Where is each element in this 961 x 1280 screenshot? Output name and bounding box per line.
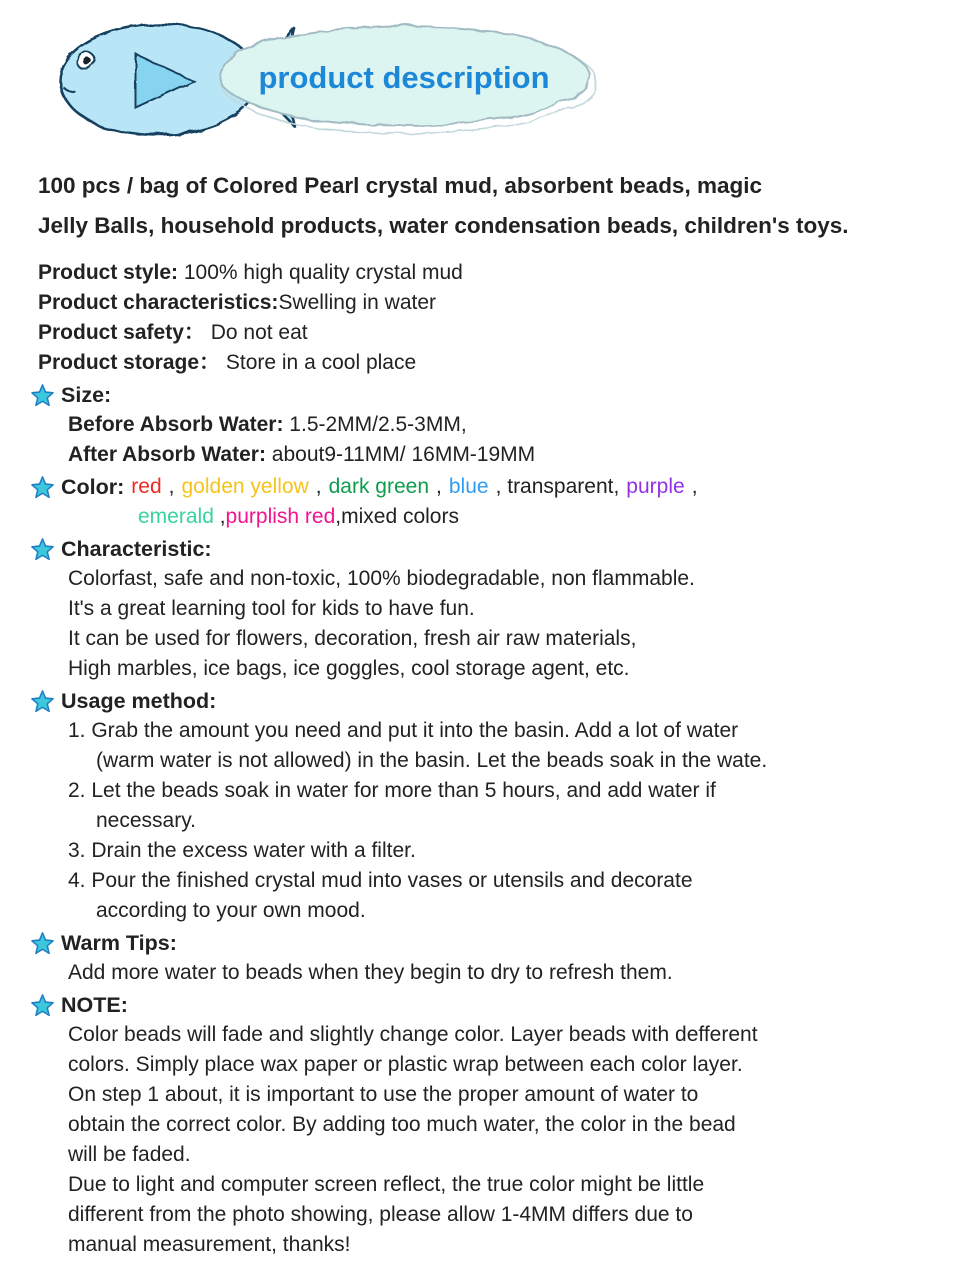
characteristic-line: It's a great learning tool for kids to have fun. bbox=[68, 597, 475, 620]
color-word: emerald bbox=[138, 505, 220, 528]
section-characteristic bbox=[38, 534, 935, 684]
section-usage-method bbox=[38, 686, 935, 926]
size-row bbox=[68, 440, 935, 470]
section-heading: Warm Tips: bbox=[61, 931, 177, 955]
section-heading: Usage method: bbox=[61, 689, 217, 713]
size-label: Before Absorb Water: bbox=[68, 413, 284, 436]
color-separator: , bbox=[436, 475, 442, 498]
color-word: purple bbox=[626, 475, 685, 498]
property-label: Product storage： bbox=[38, 351, 221, 374]
size-row bbox=[68, 410, 935, 440]
color-word: dark green bbox=[328, 475, 430, 498]
color-separator: , bbox=[219, 505, 226, 528]
color-separator: , bbox=[168, 475, 175, 498]
size-value: 1.5-2MM/2.5-3MM, bbox=[283, 413, 467, 436]
property-value: Do not eat bbox=[204, 321, 308, 344]
color-word: blue bbox=[448, 475, 489, 498]
usage-step: 4. Pour the finished crystal mud into vases or utensils and decorate bbox=[68, 869, 693, 892]
section-heading: Size: bbox=[61, 383, 112, 407]
property-row bbox=[38, 348, 935, 378]
usage-step-continuation: according to your own mood. bbox=[96, 899, 366, 922]
property-row bbox=[38, 288, 935, 318]
property-label: Product safety： bbox=[38, 321, 205, 344]
note-line: Due to light and computer screen reflect, the true color might be little bbox=[68, 1173, 705, 1196]
section-note bbox=[38, 990, 935, 1260]
star-icon bbox=[31, 932, 54, 955]
note-line: Color beads will fade and slightly change color. Layer beads with defferent bbox=[68, 1023, 758, 1046]
color-word: golden yellow bbox=[181, 475, 309, 498]
note-line: different from the photo showing, please allow 1-4MM differs due to bbox=[68, 1203, 693, 1226]
intro-line-1: 100 pcs / bag of Colored Pearl crystal mud, absorbent beads, magic bbox=[38, 173, 762, 198]
usage-step: 1. Grab the amount you need and put it into the basin. Add a lot of water bbox=[68, 719, 739, 742]
color-word: red bbox=[131, 475, 162, 498]
header-banner bbox=[24, 0, 935, 152]
banner-title: product description bbox=[258, 60, 550, 95]
property-label: Product style: bbox=[38, 261, 179, 284]
usage-step: 2. Let the beads soak in water for more than 5 hours, and add water if bbox=[68, 779, 716, 802]
product-properties bbox=[38, 258, 935, 378]
intro-line-2: Jelly Balls, household products, water condensation beads, children's toys. bbox=[38, 213, 849, 238]
section-size bbox=[38, 380, 935, 470]
note-line: obtain the correct color. By adding too much water, the color in the bead bbox=[68, 1113, 736, 1136]
characteristic-line: High marbles, ice bags, ice goggles, cool storage agent, etc. bbox=[68, 657, 630, 680]
note-line: manual measurement, thanks! bbox=[68, 1233, 351, 1256]
characteristic-line: Colorfast, safe and non-toxic, 100% biodegradable, non flammable. bbox=[68, 567, 695, 590]
star-icon bbox=[31, 690, 54, 713]
note-line: colors. Simply place wax paper or plastic wrap between each color layer. bbox=[68, 1053, 743, 1076]
color-line-2 bbox=[68, 502, 935, 532]
property-label: Product characteristics: bbox=[38, 291, 279, 314]
color-separator: , bbox=[315, 475, 322, 498]
star-icon bbox=[31, 476, 54, 499]
property-row bbox=[38, 318, 935, 348]
section-heading: NOTE: bbox=[61, 993, 128, 1017]
cloud-banner bbox=[219, 26, 596, 134]
section-heading: Color: bbox=[61, 475, 125, 499]
color-word: purplish red bbox=[225, 505, 336, 528]
property-value: Swelling in water bbox=[278, 291, 437, 314]
usage-step: 3. Drain the excess water with a filter. bbox=[68, 839, 416, 862]
color-separator: , bbox=[691, 475, 698, 498]
property-row bbox=[38, 258, 935, 288]
note-line: On step 1 about, it is important to use the proper amount of water to bbox=[68, 1083, 699, 1106]
section-color bbox=[38, 472, 935, 532]
color-separator: ,mixed colors bbox=[335, 505, 459, 528]
size-label: After Absorb Water: bbox=[68, 443, 266, 466]
usage-step-continuation: (warm water is not allowed) in the basin. Let the beads soak in the wate. bbox=[96, 749, 768, 772]
note-line: will be faded. bbox=[68, 1143, 191, 1166]
usage-step-continuation: necessary. bbox=[96, 809, 196, 832]
color-separator: , transparent, bbox=[495, 475, 620, 498]
property-value: 100% high quality crystal mud bbox=[178, 261, 463, 284]
warm-tips-line: Add more water to beads when they begin to dry to refresh them. bbox=[68, 961, 673, 984]
star-icon bbox=[31, 384, 54, 407]
size-value: about9-11MM/ 16MM-19MM bbox=[265, 443, 536, 466]
star-icon bbox=[31, 538, 54, 561]
property-value: Store in a cool place bbox=[220, 351, 417, 374]
intro-block bbox=[38, 166, 935, 246]
header-illustration bbox=[24, 0, 624, 152]
characteristic-line: It can be used for flowers, decoration, fresh air raw materials, bbox=[68, 627, 637, 650]
star-icon bbox=[31, 994, 54, 1017]
section-heading: Characteristic: bbox=[61, 537, 212, 561]
section-warm-tips bbox=[38, 928, 935, 988]
